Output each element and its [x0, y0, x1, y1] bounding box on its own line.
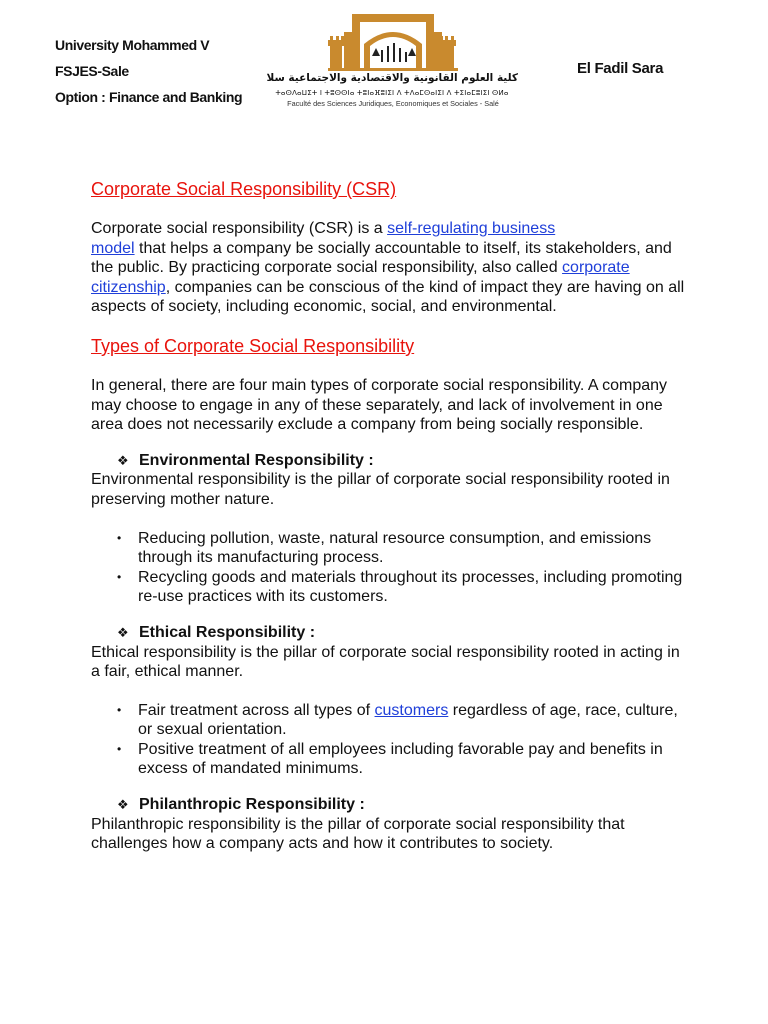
option-line: Option : Finance and Banking: [55, 89, 243, 105]
csr-title: Corporate Social Responsibility (CSR): [91, 179, 397, 199]
csr-definition: [91, 219, 691, 317]
faculty-building-emblem: [268, 10, 518, 74]
environmental-heading: ❖ Environmental Responsibility :: [117, 451, 374, 469]
csr-def-text-3: , companies can be conscious of the kind of impact they are having on all aspects of society, including economic, social, and environmental.: [91, 278, 685, 316]
faculty-name: FSJES-Sale: [55, 63, 129, 79]
document-body: [91, 178, 691, 854]
institution-info: [55, 36, 242, 114]
list-item: • Fair treatment across all types of customers regardless of age, race, culture, or sexual orientation.: [117, 701, 678, 739]
environmental-desc: Environmental responsibility is the pillar of corporate social responsibility rooted in preserving mother nature.: [91, 471, 670, 508]
list-item: • Recycling goods and materials throughout its processes, including promoting re-use practices with its customers.: [117, 568, 683, 606]
bullet-icon: •: [117, 530, 122, 545]
ethical-list: [91, 701, 691, 779]
bullet-icon: •: [117, 702, 122, 717]
diamond-bullet-icon: ❖: [117, 624, 129, 640]
environmental-list: [91, 529, 691, 607]
faculty-logo: [268, 10, 518, 114]
csr-def-text-1: Corporate social responsibility (CSR) is a: [91, 220, 388, 237]
bullet-icon: •: [117, 569, 122, 584]
diamond-bullet-icon: ❖: [117, 452, 129, 468]
philanthropic-heading: ❖ Philanthropic Responsibility :: [117, 796, 365, 814]
author-name: El Fadil Sara: [577, 60, 664, 77]
ethical-heading: ❖ Ethical Responsibility :: [117, 623, 316, 641]
self-regulating-link[interactable]: self-regulating business model: [91, 220, 556, 257]
bullet-icon: •: [117, 741, 122, 756]
logo-french-text: Faculté des Sciences Juridiques, Economiques et Sociales - Salé: [287, 99, 499, 108]
list-item: • Positive treatment of all employees including favorable pay and benefits in excess of mandated minimums.: [117, 740, 663, 778]
corporate-citizenship-link[interactable]: corporate citizenship: [91, 259, 630, 296]
logo-arabic-text: كلية العلوم القانونية والاقتصادية والاجتماعية سلا: [266, 72, 518, 84]
customers-link[interactable]: customers: [374, 701, 449, 719]
csr-def-text-2: that helps a company be socially accountable to itself, its stakeholders, and the public. By practicing corporate social responsibility, also called: [91, 239, 672, 277]
philanthropic-desc: Philanthropic responsibility is the pillar of corporate social responsibility that challenges how a company acts and how it contributes to society.: [91, 815, 625, 853]
logo-tifinagh-text: ⵜⴰⵙⴷⴰⵡⵉⵜ ⵏ ⵜⵓⵙⵙⵏⴰ ⵜⵓⵏⴰⴼⵓⵏⵉⵏ ⴷ ⵜⴷⴰⵎⵙⴰⵏⵉⵏ ⴷ ⵜⵉⵏⴰⵎⵓⵏⵉⵏ ⵙⵍⴰ: [275, 89, 509, 97]
university-name: University Mohammed V: [55, 37, 210, 53]
ethical-desc: Ethical responsibility is the pillar of corporate social responsibility rooted in acting in a fair, ethical manner.: [91, 643, 680, 681]
list-item: • Reducing pollution, waste, natural resource consumption, and emissions through its manufacturing process.: [117, 529, 652, 567]
types-intro: In general, there are four main types of corporate social responsibility. A company may choose to engage in any of these separately, and lack of involvement in one area does not necessarily exclude a company from being socially responsible.: [91, 376, 668, 434]
types-title: Types of Corporate Social Responsibility: [91, 335, 415, 356]
diamond-bullet-icon: ❖: [117, 797, 129, 813]
